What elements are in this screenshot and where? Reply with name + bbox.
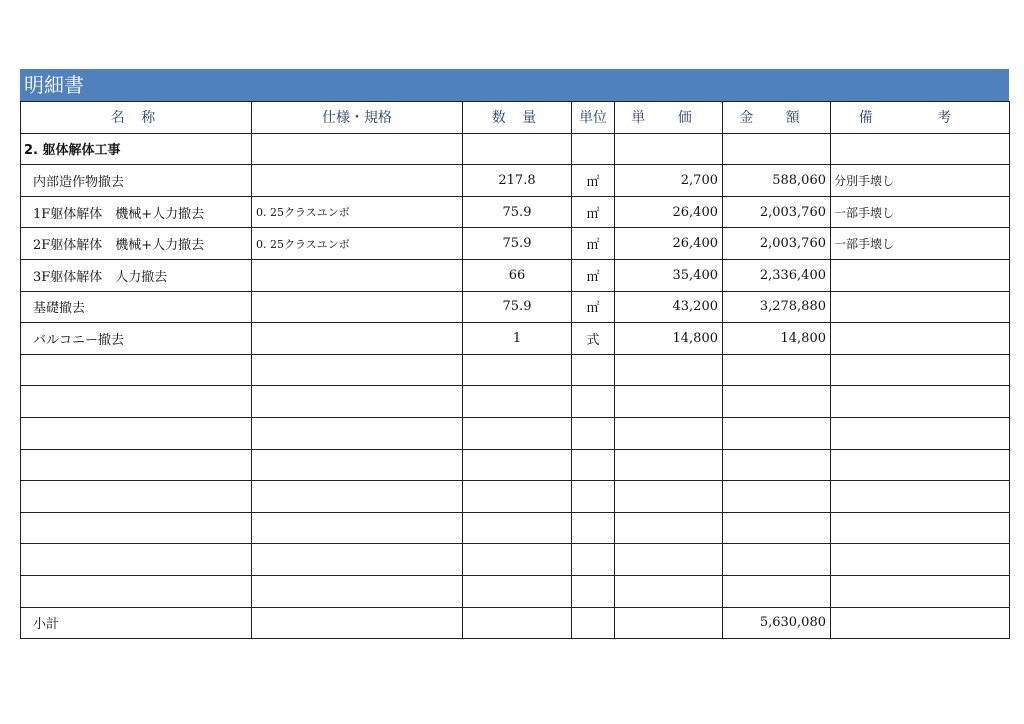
cell-note bbox=[831, 323, 1010, 355]
cell-spec bbox=[252, 291, 463, 323]
cell bbox=[615, 386, 723, 418]
cell bbox=[615, 417, 723, 449]
cell-unit: ㎡ bbox=[572, 196, 615, 228]
header-unit: 単位 bbox=[572, 102, 615, 134]
blank-row bbox=[21, 449, 1010, 481]
table-row bbox=[21, 228, 1010, 260]
cell bbox=[463, 607, 572, 639]
cell bbox=[723, 133, 831, 165]
cell-amount: 588,060 bbox=[723, 165, 831, 197]
section-row bbox=[21, 133, 1010, 165]
cell-note: 分別手壊し bbox=[831, 165, 1010, 197]
cell bbox=[21, 449, 252, 481]
cell-qty: 66 bbox=[463, 259, 572, 291]
cell-name: 3F躯体解体 人力撤去 bbox=[21, 259, 252, 291]
cell bbox=[252, 544, 463, 576]
cell bbox=[831, 386, 1010, 418]
cell bbox=[615, 354, 723, 386]
cell-note bbox=[831, 259, 1010, 291]
cell bbox=[252, 417, 463, 449]
cell-amount: 2,003,760 bbox=[723, 228, 831, 260]
table-row bbox=[21, 259, 1010, 291]
cell bbox=[831, 449, 1010, 481]
statement-sheet bbox=[20, 69, 1009, 639]
cell-unit: 式 bbox=[572, 323, 615, 355]
cell bbox=[463, 449, 572, 481]
header-spec: 仕様・規格 bbox=[252, 102, 463, 134]
cell-name: 基礎撤去 bbox=[21, 291, 252, 323]
cell bbox=[252, 449, 463, 481]
cell bbox=[572, 133, 615, 165]
cell bbox=[463, 575, 572, 607]
table-row bbox=[21, 323, 1010, 355]
cell-amount: 14,800 bbox=[723, 323, 831, 355]
cell bbox=[572, 607, 615, 639]
cell-amount: 3,278,880 bbox=[723, 291, 831, 323]
cell-name: バルコニー撤去 bbox=[21, 323, 252, 355]
cell bbox=[252, 575, 463, 607]
cell bbox=[572, 481, 615, 513]
cell bbox=[21, 481, 252, 513]
section-title: 2. 躯体解体工事 bbox=[21, 133, 252, 165]
table-row bbox=[21, 196, 1010, 228]
header-amount: 金 額 bbox=[723, 102, 831, 134]
cell bbox=[615, 512, 723, 544]
cell bbox=[615, 133, 723, 165]
cell bbox=[21, 512, 252, 544]
cell bbox=[463, 417, 572, 449]
cell bbox=[572, 449, 615, 481]
cell bbox=[723, 354, 831, 386]
cell-qty: 75.9 bbox=[463, 291, 572, 323]
blank-row bbox=[21, 575, 1010, 607]
cell bbox=[615, 575, 723, 607]
cell bbox=[572, 354, 615, 386]
cell-price: 35,400 bbox=[615, 259, 723, 291]
cell bbox=[572, 386, 615, 418]
blank-row bbox=[21, 512, 1010, 544]
cell bbox=[831, 417, 1010, 449]
cell bbox=[21, 417, 252, 449]
cell-unit: ㎡ bbox=[572, 228, 615, 260]
cell-name: 内部造作物撤去 bbox=[21, 165, 252, 197]
cell bbox=[723, 449, 831, 481]
cell-amount: 2,003,760 bbox=[723, 196, 831, 228]
header-qty: 数 量 bbox=[463, 102, 572, 134]
cell-qty: 217.8 bbox=[463, 165, 572, 197]
cell bbox=[831, 512, 1010, 544]
cell bbox=[252, 133, 463, 165]
cell bbox=[21, 544, 252, 576]
cell bbox=[831, 544, 1010, 576]
cell bbox=[252, 512, 463, 544]
cell bbox=[723, 417, 831, 449]
detail-table bbox=[20, 101, 1010, 639]
cell bbox=[463, 512, 572, 544]
cell bbox=[463, 386, 572, 418]
cell-price: 26,400 bbox=[615, 228, 723, 260]
cell-name: 2F躯体解体 機械+人力撤去 bbox=[21, 228, 252, 260]
cell-note: 一部手壊し bbox=[831, 228, 1010, 260]
cell bbox=[252, 607, 463, 639]
cell-qty: 1 bbox=[463, 323, 572, 355]
blank-row bbox=[21, 544, 1010, 576]
cell bbox=[572, 575, 615, 607]
cell-unit: ㎡ bbox=[572, 291, 615, 323]
cell bbox=[463, 354, 572, 386]
cell bbox=[831, 481, 1010, 513]
header-price: 単 価 bbox=[615, 102, 723, 134]
cell-price: 26,400 bbox=[615, 196, 723, 228]
cell-qty: 75.9 bbox=[463, 196, 572, 228]
cell-note: 一部手壊し bbox=[831, 196, 1010, 228]
cell-price: 43,200 bbox=[615, 291, 723, 323]
cell bbox=[252, 386, 463, 418]
cell bbox=[21, 354, 252, 386]
cell-spec: 0. 25クラスユンボ bbox=[252, 196, 463, 228]
cell bbox=[723, 386, 831, 418]
cell bbox=[572, 417, 615, 449]
cell bbox=[21, 386, 252, 418]
blank-row bbox=[21, 386, 1010, 418]
cell bbox=[572, 512, 615, 544]
cell bbox=[252, 481, 463, 513]
cell bbox=[831, 133, 1010, 165]
cell bbox=[463, 544, 572, 576]
cell bbox=[463, 133, 572, 165]
cell bbox=[463, 481, 572, 513]
blank-row bbox=[21, 481, 1010, 513]
table-row bbox=[21, 165, 1010, 197]
cell-name: 1F躯体解体 機械+人力撤去 bbox=[21, 196, 252, 228]
cell bbox=[831, 354, 1010, 386]
cell-spec bbox=[252, 323, 463, 355]
cell bbox=[615, 544, 723, 576]
cell bbox=[615, 607, 723, 639]
cell-price: 2,700 bbox=[615, 165, 723, 197]
header-note: 備 考 bbox=[831, 102, 1010, 134]
header-name: 名 称 bbox=[21, 102, 252, 134]
cell-amount: 2,336,400 bbox=[723, 259, 831, 291]
cell bbox=[252, 354, 463, 386]
cell-spec bbox=[252, 165, 463, 197]
cell bbox=[572, 544, 615, 576]
cell bbox=[723, 512, 831, 544]
cell-spec bbox=[252, 259, 463, 291]
cell-note bbox=[831, 291, 1010, 323]
subtotal-row bbox=[21, 607, 1010, 639]
cell bbox=[723, 575, 831, 607]
cell bbox=[615, 481, 723, 513]
sheet-title: 明細書 bbox=[20, 69, 1009, 101]
blank-row bbox=[21, 417, 1010, 449]
cell-spec: 0. 25クラスユンボ bbox=[252, 228, 463, 260]
cell bbox=[723, 481, 831, 513]
cell bbox=[615, 449, 723, 481]
cell bbox=[831, 575, 1010, 607]
cell bbox=[21, 575, 252, 607]
header-row bbox=[21, 102, 1010, 134]
table-row bbox=[21, 291, 1010, 323]
cell-price: 14,800 bbox=[615, 323, 723, 355]
cell-unit: ㎡ bbox=[572, 165, 615, 197]
cell-unit: ㎡ bbox=[572, 259, 615, 291]
cell bbox=[831, 607, 1010, 639]
cell bbox=[723, 544, 831, 576]
blank-row bbox=[21, 354, 1010, 386]
cell-qty: 75.9 bbox=[463, 228, 572, 260]
subtotal-label: 小計 bbox=[21, 607, 252, 639]
subtotal-amount: 5,630,080 bbox=[723, 607, 831, 639]
